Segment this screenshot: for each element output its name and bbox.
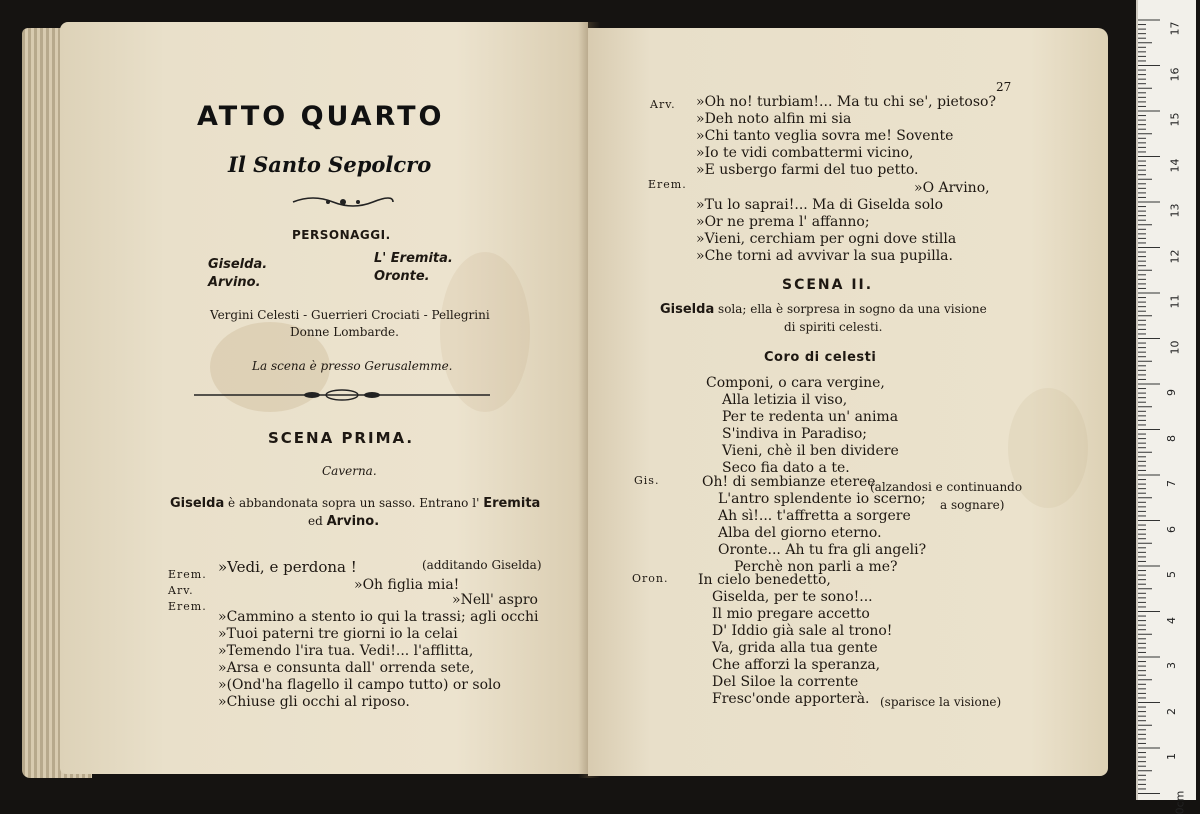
verse-line: »Tuoi paterni tre giorni io la celai bbox=[218, 626, 458, 642]
extras-line-2: Donne Lombarde. bbox=[290, 325, 399, 339]
ruler-number: 9 bbox=[1165, 389, 1178, 396]
character-giselda: Giselda. bbox=[208, 257, 268, 272]
ruler-number: 2 bbox=[1165, 707, 1178, 715]
verse-line: Oh! di sembianze eteree bbox=[702, 474, 876, 490]
verse-line: Vieni, chè il ben dividere bbox=[722, 443, 899, 459]
ruler-number: 16 bbox=[1168, 67, 1182, 81]
verse-line: »Vieni, cerchiam per ogni dove stilla bbox=[696, 231, 957, 247]
verse-line: Giselda, per te sono!... bbox=[712, 589, 873, 605]
verse-line: »Chiuse gli occhi al riposo. bbox=[218, 694, 410, 710]
verse-line: »Vedi, e perdona ! bbox=[218, 558, 357, 576]
verse-line: D' Iddio già sale al trono! bbox=[712, 623, 893, 639]
scene-title: SCENA II. bbox=[782, 277, 874, 293]
ruler-number: 17 bbox=[1168, 21, 1182, 36]
verse-line: »Arsa e consunta dall' orrenda sete, bbox=[218, 660, 475, 676]
verse-line: S'indiva in Paradiso; bbox=[722, 426, 867, 442]
speaker-label: Erem. bbox=[168, 568, 207, 581]
setting-text: La scena è presso Gerusalemme. bbox=[252, 359, 453, 373]
verse-line: Oronte... Ah tu fra gli angeli? bbox=[718, 542, 927, 558]
ruler-number: 12 bbox=[1168, 249, 1182, 263]
act-subtitle: Il Santo Sepolcro bbox=[228, 152, 432, 177]
verse-line: »Nell' aspro bbox=[452, 592, 538, 608]
scene-location: Caverna. bbox=[322, 464, 377, 478]
measurement-ruler bbox=[1136, 0, 1196, 814]
direction-name-giselda: Giselda bbox=[660, 302, 715, 317]
character-arvino: Arvino. bbox=[208, 275, 261, 290]
verse-line: »Temendo l'ira tua. Vedi!... l'afflitta, bbox=[218, 643, 474, 659]
ruler-number: 6 bbox=[1165, 525, 1178, 533]
verse-line: »Cammino a stento io qui la trassi; agli occhi bbox=[218, 609, 539, 625]
verse-line: »O Arvino, bbox=[914, 180, 990, 196]
verse-line: »Che torni ad avvivar la sua pupilla. bbox=[696, 248, 953, 264]
ruler-number: 5 bbox=[1165, 571, 1178, 578]
ruler-number: 15 bbox=[1168, 112, 1182, 127]
verse-line: Per te redenta un' anima bbox=[722, 409, 899, 425]
speaker-label: Erem. bbox=[168, 600, 207, 613]
verse-line: Fresc'onde apporterà. bbox=[712, 691, 870, 707]
act-title: ATTO QUARTO bbox=[197, 101, 445, 132]
stage-direction bbox=[660, 302, 987, 317]
direction-text-ed: ed bbox=[308, 514, 323, 528]
extras-line-1: Vergini Celesti - Guerrieri Crociati - Pellegrini bbox=[210, 308, 490, 322]
verse-line: Che afforzi la speranza, bbox=[712, 657, 881, 673]
speaker-label: Oron. bbox=[632, 572, 669, 585]
direction-name-arvino: Arvino. bbox=[326, 514, 380, 529]
verse-line: Perchè non parli a me? bbox=[734, 559, 898, 575]
verse-line: Del Siloe la corrente bbox=[712, 674, 859, 690]
ruler-number: 1 bbox=[1165, 753, 1178, 760]
verse-line: »Oh figlia mia! bbox=[354, 577, 460, 593]
verse-note: (sparisce la visione) bbox=[880, 695, 1002, 709]
divider-ornament-icon bbox=[192, 388, 492, 402]
verse-line: In cielo benedetto, bbox=[698, 572, 831, 588]
verse-note: (alzandosi e continuando bbox=[870, 480, 1023, 494]
right-page bbox=[588, 28, 1108, 776]
verse-line: L'antro splendente io scerno; bbox=[718, 491, 926, 507]
speaker-label: Arv. bbox=[650, 98, 676, 111]
speaker-label: Gis. bbox=[634, 474, 660, 487]
verse-note: (additando Giselda) bbox=[422, 558, 542, 572]
ruler-number: 0cm bbox=[1173, 790, 1187, 814]
verse-line: »Deh noto alfin mi sia bbox=[696, 111, 852, 127]
ruler-number: 7 bbox=[1165, 480, 1178, 487]
speaker-label: Erem. bbox=[648, 178, 687, 191]
verse-line: »(Ond'ha flagello il campo tutto) or solo bbox=[218, 677, 501, 693]
scene-title: SCENA PRIMA. bbox=[268, 429, 415, 447]
speaker-label: Arv. bbox=[168, 584, 194, 597]
direction-name-eremita: Eremita bbox=[483, 496, 541, 511]
verse-note: a sognare) bbox=[940, 498, 1005, 512]
direction-text: è abbandonata sopra un sasso. Entrano l' bbox=[228, 496, 480, 510]
verse-line: Alba del giorno eterno. bbox=[718, 525, 882, 541]
direction-text: sola; ella è sorpresa in sogno da una visione bbox=[718, 302, 987, 316]
verse-line: »Chi tanto veglia sovra me! Sovente bbox=[696, 128, 954, 144]
verse-line: Alla letizia il viso, bbox=[722, 392, 848, 408]
ruler-number: 14 bbox=[1168, 158, 1182, 172]
chorus-title: Coro di celesti bbox=[764, 350, 877, 365]
verse-line: »Or ne prema l' affanno; bbox=[696, 214, 870, 230]
verse-line: »Io te vidi combattermi vicino, bbox=[696, 145, 914, 161]
decorative-ornament-icon bbox=[288, 192, 398, 212]
personaggi-label: PERSONAGGI. bbox=[292, 228, 391, 242]
verse-line: Il mio pregare accetto bbox=[712, 606, 870, 622]
ruler-number: 4 bbox=[1165, 616, 1178, 624]
ruler-number: 8 bbox=[1165, 434, 1178, 442]
verse-line: »Tu lo saprai!... Ma di Giselda solo bbox=[696, 197, 944, 213]
character-eremita: L' Eremita. bbox=[374, 251, 453, 266]
stage-direction bbox=[170, 496, 540, 511]
verse-line: Seco fia dato a te. bbox=[722, 460, 850, 476]
verse-line: Componi, o cara vergine, bbox=[706, 375, 885, 391]
verse-line: »Oh no! turbiam!... Ma tu chi se', pietoso? bbox=[696, 94, 996, 110]
verse-line: Va, grida alla tua gente bbox=[712, 640, 878, 656]
ruler-number: 3 bbox=[1165, 662, 1178, 669]
ruler-number: 10 bbox=[1168, 340, 1182, 354]
ruler-ticks bbox=[1138, 0, 1196, 800]
verse-line: Ah sì!... t'affretta a sorgere bbox=[718, 508, 911, 524]
page-number: 27 bbox=[996, 80, 1012, 94]
left-page bbox=[60, 22, 588, 774]
stage-direction-line-2 bbox=[308, 514, 379, 529]
stage-direction-line-2: di spiriti celesti. bbox=[784, 320, 883, 334]
character-oronte: Oronte. bbox=[374, 269, 430, 284]
ruler-number: 13 bbox=[1168, 203, 1182, 218]
verse-line: »E usbergo farmi del tuo petto. bbox=[696, 162, 919, 178]
direction-name-giselda: Giselda bbox=[170, 496, 225, 511]
ruler-number: 11 bbox=[1168, 294, 1182, 309]
